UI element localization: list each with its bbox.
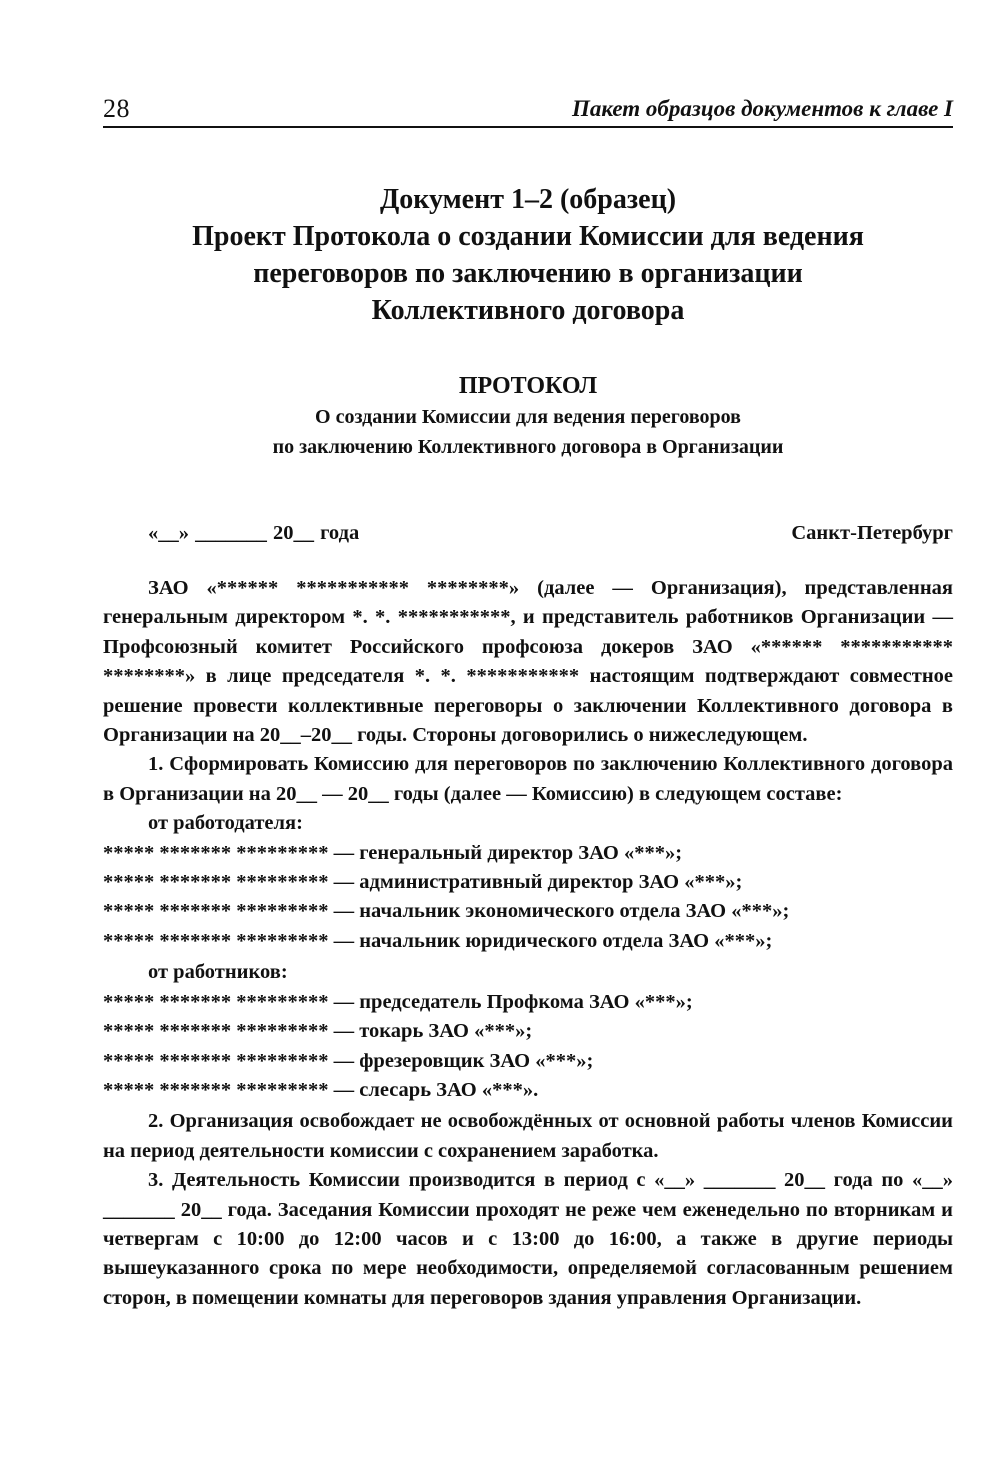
document-heading-line-2: Проект Протокола о создании Комиссии для ведения — [192, 221, 864, 252]
document-page — [103, 92, 953, 1313]
document-heading — [103, 181, 953, 329]
running-header — [103, 92, 953, 128]
item-3-paragraph: 3. Деятельность Комиссии производится в период с «__» _______ 20__ года по «__» _______ 20__ года. Заседания Комиссии проходят не реже чем еженедельно по вторникам и четвергам с 10:00 до 12:00 часов и с 13:00 до 16:00, а также в другие периоды вышеуказанного срока по мере необходимости, определяемой согласованным решением сторон, в помещении комнаты для переговоров здания управления Организации. — [103, 1169, 953, 1309]
protocol-city: Санкт-Петербург — [791, 522, 953, 544]
worker-member: ***** ******* ********* — фрезеровщик ЗАО «***»; — [103, 1049, 594, 1072]
employer-member: ***** ******* ********* — начальник экономического отдела ЗАО «***»; — [103, 900, 790, 923]
document-heading-line-3: переговоров по заключению в организации — [253, 258, 803, 289]
document-heading-line-1: Документ 1–2 (образец) — [379, 184, 677, 215]
chapter-title: Пакет образцов документов к главе I — [571, 96, 953, 121]
date-place-line — [103, 522, 953, 552]
protocol-title: ПРОТОКОЛ — [458, 373, 598, 399]
employer-member: ***** ******* ********* — начальник юридического отдела ЗАО «***»; — [103, 929, 773, 952]
protocol-date: «__» _______ 20__ года — [148, 522, 360, 544]
workers-heading: от работников: — [148, 961, 288, 984]
page-number: 28 — [103, 94, 130, 123]
employer-member: ***** ******* ********* — генеральный директор ЗАО «***»; — [103, 841, 683, 864]
item-2-paragraph: 2. Организация освобождает не освобождённых от основной работы членов Комиссии на период деятельности комиссии с сохранением заработка. — [103, 1110, 953, 1162]
worker-member: ***** ******* ********* — председатель Профкома ЗАО «***»; — [103, 990, 693, 1013]
protocol-subtitle-line-1: О создании Комиссии для ведения переговоров — [315, 406, 741, 428]
worker-member: ***** ******* ********* — слесарь ЗАО «***». — [103, 1078, 539, 1101]
protocol-subtitle-line-2: по заключению Коллективного договора в Организации — [272, 436, 784, 458]
worker-member: ***** ******* ********* — токарь ЗАО «***»; — [103, 1020, 533, 1043]
item-1-paragraph: 1. Сформировать Комиссию для переговоров по заключению Коллективного договора в Организации на 20__ — 20__ годы (далее — Комиссию) в следующем составе: — [103, 753, 953, 805]
employer-member: ***** ******* ********* — административный директор ЗАО «***»; — [103, 871, 743, 894]
document-heading-line-4: Коллективного договора — [371, 295, 685, 326]
employer-heading: от работодателя: — [148, 812, 303, 835]
protocol-body — [103, 574, 953, 1313]
protocol-heading — [103, 371, 953, 462]
intro-paragraph: ЗАО «****** *********** ********» (далее — Организация), представленная генеральным директором *. *. ***********, и представитель работников Организации — Профсоюзный комитет Российского профсоюза докеров ЗАО «****** *********** ********» в лице председателя *. *. *********** настоящим подтверждают совместное решение провести коллективные переговоры о заключении Коллективного договора в Организации на 20__–20__ годы. Стороны договорились о нижеследующем. — [103, 577, 953, 747]
